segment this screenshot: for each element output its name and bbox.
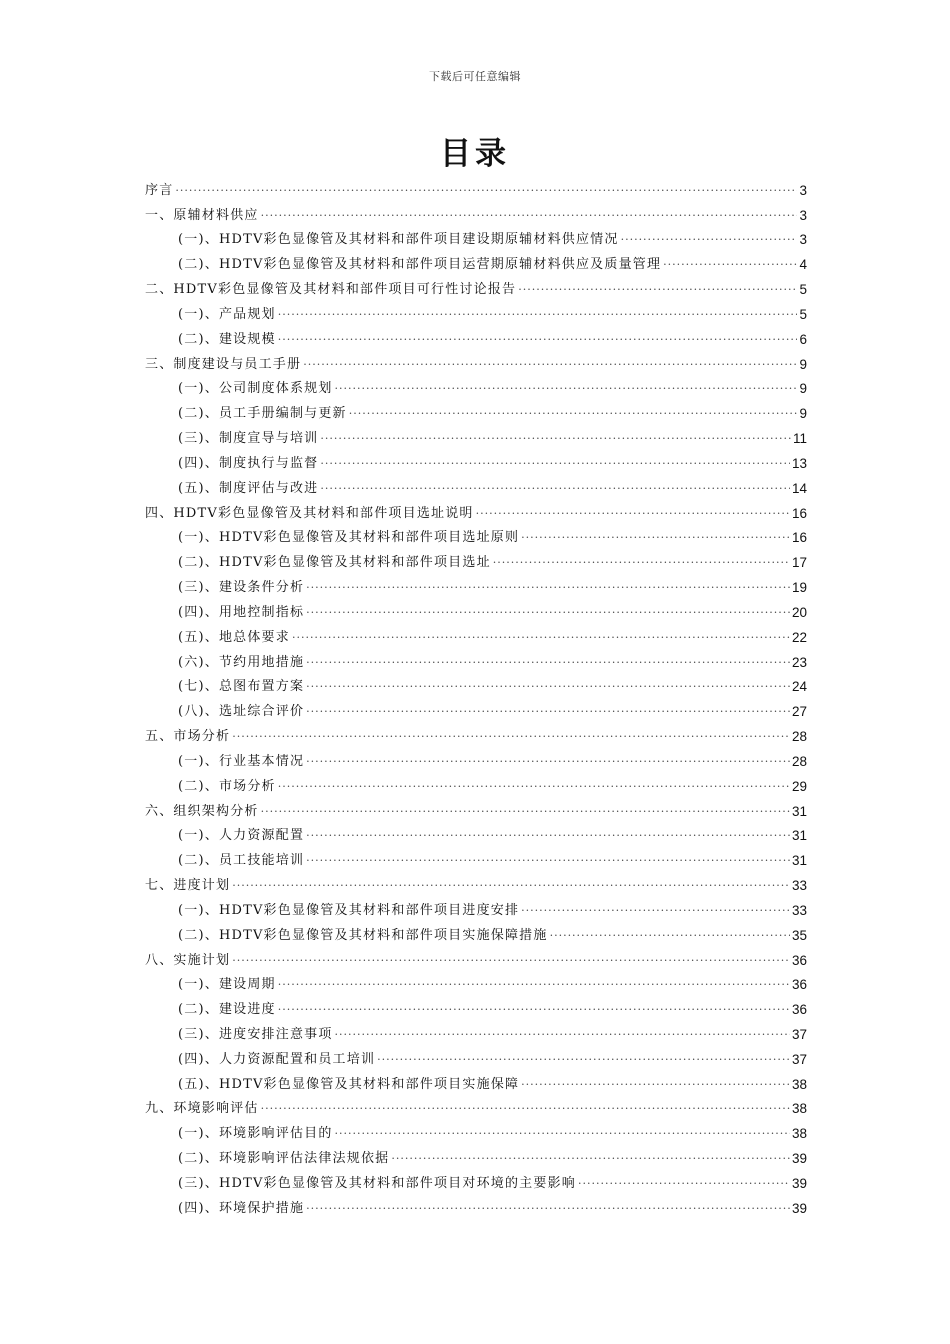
toc-leader-dots xyxy=(521,1073,790,1091)
toc-page-number: 16 xyxy=(791,505,807,521)
toc-page-number: 9 xyxy=(799,356,807,372)
toc-leader-dots xyxy=(335,1122,790,1140)
toc-leader-dots xyxy=(621,228,798,246)
toc-page-number: 33 xyxy=(791,902,807,918)
toc-leader-dots xyxy=(391,1147,790,1165)
toc-page-number: 3 xyxy=(799,207,807,223)
toc-entry-title: (五)、HDTV彩色显像管及其材料和部件项目实施保障 xyxy=(178,1076,520,1092)
toc-leader-dots xyxy=(306,700,790,718)
toc-entry[interactable] xyxy=(145,249,807,274)
toc-entry[interactable] xyxy=(145,796,807,821)
toc-leader-dots xyxy=(335,377,798,395)
toc-page-number: 16 xyxy=(791,530,807,546)
toc-entry[interactable] xyxy=(145,870,807,895)
toc-page-number: 29 xyxy=(791,778,807,794)
toc-leader-dots xyxy=(306,651,790,669)
toc-leader-dots xyxy=(278,303,798,321)
toc-page-number: 5 xyxy=(799,306,807,322)
toc-leader-dots xyxy=(306,849,790,867)
toc-entry-title: (二)、环境影响评估法律法规依据 xyxy=(178,1151,390,1167)
toc-entry[interactable] xyxy=(145,597,807,622)
toc-entry[interactable] xyxy=(145,696,807,721)
toc-entry-title: (一)、HDTV彩色显像管及其材料和部件项目选址原则 xyxy=(178,530,520,546)
toc-entry[interactable] xyxy=(145,374,807,399)
toc-page-number: 13 xyxy=(791,455,807,471)
toc-leader-dots xyxy=(493,551,790,569)
toc-leader-dots xyxy=(278,775,790,793)
toc-entry-title: (三)、制度宣导与培训 xyxy=(178,431,319,447)
toc-entry-title: 四、HDTV彩色显像管及其材料和部件项目选址说明 xyxy=(145,505,474,521)
toc-leader-dots xyxy=(232,874,790,892)
toc-leader-dots xyxy=(232,725,790,743)
toc-entry[interactable] xyxy=(145,845,807,870)
toc-entry-title: (四)、制度执行与监督 xyxy=(178,455,319,471)
toc-entry[interactable] xyxy=(145,349,807,374)
toc-page-number: 39 xyxy=(791,1175,807,1191)
toc-entry[interactable] xyxy=(145,1168,807,1193)
toc-page-number: 24 xyxy=(791,679,807,695)
toc-page-number: 3 xyxy=(799,182,807,198)
toc-entry-title: (一)、建设周期 xyxy=(178,977,276,993)
toc-leader-dots xyxy=(320,477,790,495)
toc-entry-title: (三)、进度安排注意事项 xyxy=(178,1026,333,1042)
header-note: 下载后可任意编辑 xyxy=(429,70,521,83)
toc-entry[interactable] xyxy=(145,1143,807,1168)
toc-entry[interactable] xyxy=(145,945,807,970)
toc-entry[interactable] xyxy=(145,970,807,995)
toc-entry-title: (二)、HDTV彩色显像管及其材料和部件项目实施保障措施 xyxy=(178,927,548,943)
toc-leader-dots xyxy=(232,949,790,967)
toc-entry-title: 五、市场分析 xyxy=(145,729,231,745)
toc-entry[interactable] xyxy=(145,398,807,423)
toc-page-number: 35 xyxy=(791,927,807,943)
toc-page-number: 37 xyxy=(791,1051,807,1067)
toc-entry[interactable] xyxy=(145,1044,807,1069)
toc-entry-title: (六)、节约用地措施 xyxy=(178,654,305,670)
toc-entry-title: 三、制度建设与员工手册 xyxy=(145,356,302,372)
toc-leader-dots xyxy=(521,899,790,917)
toc-page-number: 36 xyxy=(791,977,807,993)
toc-entry[interactable] xyxy=(145,994,807,1019)
toc-page-number: 20 xyxy=(791,604,807,620)
toc-entry-title: (五)、制度评估与改进 xyxy=(178,480,319,496)
toc-page-number: 27 xyxy=(791,704,807,720)
toc-entry-title: (一)、行业基本情况 xyxy=(178,753,305,769)
toc-page-number: 9 xyxy=(799,406,807,422)
toc-entry[interactable] xyxy=(145,1069,807,1094)
toc-entry-title: (五)、地总体要求 xyxy=(178,629,290,645)
toc-entry-title: 八、实施计划 xyxy=(145,952,231,968)
toc-page-number: 23 xyxy=(791,654,807,670)
toc-entry-title: 二、HDTV彩色显像管及其材料和部件项目可行性讨论报告 xyxy=(145,282,517,298)
toc-entry-title: (四)、人力资源配置和员工培训 xyxy=(178,1051,376,1067)
toc-page-number: 14 xyxy=(791,480,807,496)
toc-entry-title: (二)、HDTV彩色显像管及其材料和部件项目选址 xyxy=(178,555,491,571)
toc-entry[interactable] xyxy=(145,647,807,672)
table-of-contents xyxy=(145,175,807,1218)
toc-page-number: 33 xyxy=(791,878,807,894)
toc-entry[interactable] xyxy=(145,324,807,349)
toc-entry[interactable] xyxy=(145,1019,807,1044)
toc-page-number: 31 xyxy=(791,803,807,819)
toc-entry[interactable] xyxy=(145,572,807,597)
toc-entry[interactable] xyxy=(145,721,807,746)
toc-leader-dots xyxy=(518,278,797,296)
toc-entry[interactable] xyxy=(145,1094,807,1119)
toc-entry-title: 六、组织架构分析 xyxy=(145,803,259,819)
toc-page-number: 36 xyxy=(791,1002,807,1018)
toc-page-number: 9 xyxy=(799,381,807,397)
page-title: 目录 xyxy=(440,136,510,172)
toc-entry-title: (一)、产品规划 xyxy=(178,306,276,322)
toc-page-number: 3 xyxy=(799,232,807,248)
toc-entry[interactable] xyxy=(145,746,807,771)
toc-leader-dots xyxy=(306,601,790,619)
toc-entry-title: 九、环境影响评估 xyxy=(145,1101,259,1117)
toc-entry-title: (一)、HDTV彩色显像管及其材料和部件项目进度安排 xyxy=(178,902,520,918)
toc-entry-title: (一)、人力资源配置 xyxy=(178,828,305,844)
toc-entry[interactable] xyxy=(145,274,807,299)
toc-entry-title: (二)、建设规模 xyxy=(178,331,276,347)
toc-entry-title: 序言 xyxy=(145,182,174,198)
toc-entry[interactable] xyxy=(145,920,807,945)
toc-entry-title: (四)、用地控制指标 xyxy=(178,604,305,620)
toc-entry-title: (八)、选址综合评价 xyxy=(178,704,305,720)
toc-entry-title: 一、原辅材料供应 xyxy=(145,207,259,223)
toc-leader-dots xyxy=(320,452,790,470)
toc-entry-title: (七)、总图布置方案 xyxy=(178,679,305,695)
toc-entry-title: (二)、员工手册编制与更新 xyxy=(178,406,347,422)
toc-leader-dots xyxy=(306,576,790,594)
toc-page-number: 38 xyxy=(791,1076,807,1092)
toc-page-number: 22 xyxy=(791,629,807,645)
toc-entry-title: (二)、市场分析 xyxy=(178,778,276,794)
toc-page-number: 28 xyxy=(791,729,807,745)
toc-page-number: 38 xyxy=(791,1101,807,1117)
toc-leader-dots xyxy=(261,1097,790,1115)
toc-leader-dots xyxy=(261,204,798,222)
toc-page-number: 11 xyxy=(792,431,807,447)
toc-entry-title: 七、进度计划 xyxy=(145,878,231,894)
toc-entry[interactable] xyxy=(145,423,807,448)
toc-entry[interactable] xyxy=(145,547,807,572)
toc-leader-dots xyxy=(320,427,791,445)
toc-page-number: 31 xyxy=(791,828,807,844)
toc-leader-dots xyxy=(278,328,798,346)
toc-leader-dots xyxy=(550,924,790,942)
toc-entry-title: (一)、HDTV彩色显像管及其材料和部件项目建设期原辅材料供应情况 xyxy=(178,232,619,248)
toc-entry-title: (二)、员工技能培训 xyxy=(178,853,305,869)
toc-page-number: 36 xyxy=(791,952,807,968)
toc-page-number: 31 xyxy=(791,853,807,869)
toc-page-number: 28 xyxy=(791,753,807,769)
toc-entry[interactable] xyxy=(145,672,807,697)
toc-leader-dots xyxy=(377,1048,790,1066)
toc-leader-dots xyxy=(303,353,797,371)
toc-entry[interactable] xyxy=(145,498,807,523)
toc-entry-title: (二)、HDTV彩色显像管及其材料和部件项目运营期原辅材料供应及质量管理 xyxy=(178,257,662,273)
toc-leader-dots xyxy=(278,998,790,1016)
toc-entry[interactable] xyxy=(145,175,807,200)
toc-page-number: 38 xyxy=(791,1126,807,1142)
toc-leader-dots xyxy=(306,1197,790,1215)
toc-leader-dots xyxy=(476,502,790,520)
toc-entry[interactable] xyxy=(145,1118,807,1143)
toc-entry-title: (一)、环境影响评估目的 xyxy=(178,1126,333,1142)
toc-leader-dots xyxy=(306,824,790,842)
toc-page-number: 39 xyxy=(791,1200,807,1216)
toc-entry[interactable] xyxy=(145,523,807,548)
toc-leader-dots xyxy=(578,1172,790,1190)
toc-leader-dots xyxy=(521,526,790,544)
toc-entry[interactable] xyxy=(145,821,807,846)
toc-entry-title: (三)、建设条件分析 xyxy=(178,580,305,596)
toc-entry[interactable] xyxy=(145,622,807,647)
toc-page-number: 19 xyxy=(791,580,807,596)
toc-entry[interactable] xyxy=(145,771,807,796)
toc-leader-dots xyxy=(335,1023,790,1041)
toc-page-number: 6 xyxy=(799,331,807,347)
toc-entry[interactable] xyxy=(145,225,807,250)
toc-leader-dots xyxy=(306,750,790,768)
toc-page-number: 39 xyxy=(791,1151,807,1167)
toc-entry-title: (三)、HDTV彩色显像管及其材料和部件项目对环境的主要影响 xyxy=(178,1175,576,1191)
toc-entry-title: (四)、环境保护措施 xyxy=(178,1200,305,1216)
toc-leader-dots xyxy=(306,675,790,693)
toc-leader-dots xyxy=(663,253,797,271)
toc-entry[interactable] xyxy=(145,299,807,324)
toc-entry[interactable] xyxy=(145,895,807,920)
toc-page-number: 5 xyxy=(799,282,807,298)
toc-entry[interactable] xyxy=(145,1193,807,1218)
toc-entry-title: (二)、建设进度 xyxy=(178,1002,276,1018)
toc-page-number: 4 xyxy=(799,257,807,273)
toc-entry[interactable] xyxy=(145,473,807,498)
toc-leader-dots xyxy=(349,402,798,420)
toc-leader-dots xyxy=(261,800,790,818)
toc-leader-dots xyxy=(278,973,790,991)
toc-entry[interactable] xyxy=(145,448,807,473)
toc-page-number: 37 xyxy=(791,1026,807,1042)
toc-entry[interactable] xyxy=(145,200,807,225)
toc-page-number: 17 xyxy=(791,555,807,571)
toc-entry-title: (一)、公司制度体系规划 xyxy=(178,381,333,397)
toc-leader-dots xyxy=(175,179,797,197)
toc-leader-dots xyxy=(292,626,790,644)
